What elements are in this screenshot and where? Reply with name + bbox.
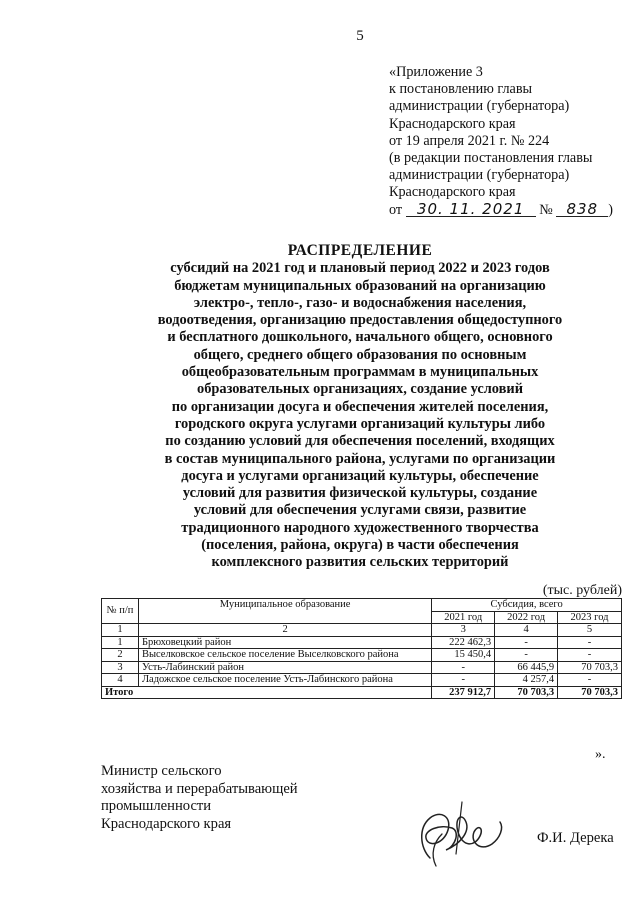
table-row [102, 649, 622, 662]
appendix-line: Краснодарского края [389, 184, 516, 201]
row-2023: - [558, 649, 622, 662]
title-line: общего, среднего общего образования по основным [193, 346, 527, 363]
index-cell: 4 [495, 624, 558, 637]
appendix-line: от 19 апреля 2021 г. № 224 [389, 132, 550, 149]
title-line: по созданию условий для обеспечения поселений, входящих [165, 433, 555, 450]
signatory-line: Министр сельского [101, 763, 222, 779]
header-2022: 2022 год [495, 611, 558, 624]
row-municipality: Брюховецкий район [138, 636, 431, 649]
handwritten-date: 30. 11. 2021 [406, 203, 536, 217]
page-number: 5 [356, 28, 364, 44]
header-municipality: Муниципальное образование [138, 599, 431, 624]
title-line: водоотведения, организацию предоставления общедоступного [157, 312, 563, 329]
table-index-row [102, 624, 622, 637]
appendix-line: администрации (губернатора) [389, 98, 570, 115]
table-row [102, 661, 622, 674]
row-municipality: Ладожское сельское поселение Усть-Лабинского района [138, 674, 431, 687]
signatory-line: Краснодарского края [101, 815, 232, 832]
row-municipality: Выселковское сельское поселение Выселковского района [138, 649, 431, 662]
handwritten-number: 838 [556, 203, 608, 217]
row-2022: - [495, 636, 558, 649]
title-line: в состав муниципального района, услугами по организации [164, 450, 556, 467]
number-label: № [539, 201, 553, 218]
index-cell: 3 [432, 624, 495, 637]
title-line: (поселения, района, округа) в части обеспечения [201, 537, 519, 554]
index-cell: 1 [102, 624, 139, 637]
row-2021: 222 462,3 [432, 636, 495, 649]
header-2021: 2021 год [432, 611, 495, 624]
table-row [102, 674, 622, 687]
header-2023: 2023 год [558, 611, 622, 624]
total-label: Итого [102, 686, 432, 699]
row-2022: - [495, 649, 558, 662]
row-2023: - [558, 636, 622, 649]
row-municipality: Усть-Лабинский район [138, 661, 431, 674]
table-row [102, 636, 622, 649]
header-num: № п/п [102, 599, 139, 624]
appendix-line: к постановлению главы [389, 81, 533, 98]
title-line: бюджетам муниципальных образований на организацию [174, 277, 546, 294]
title-line: по организации досуга и обеспечения жителей поселения, [171, 398, 549, 415]
title-line: образовательных организациях, создание условий [197, 381, 523, 398]
appendix-line: Краснодарского края [389, 115, 516, 132]
distribution-table [101, 598, 622, 699]
title-line: и бесплатного дошкольного, начального общего, основного [167, 329, 553, 346]
row-2022: 66 445,9 [495, 661, 558, 674]
title-line: условий для обеспечения услугами связи, развитие [193, 502, 527, 519]
index-cell: 5 [558, 624, 622, 637]
row-2023: - [558, 674, 622, 687]
title-line: условий для развития физической культуры, создание [182, 485, 538, 502]
title-line: досуга и услугами организаций культуры, обеспечение [181, 467, 539, 484]
appendix-header [389, 64, 634, 219]
appendix-line: администрации (губернатора) [389, 167, 570, 184]
title-line: городского округа услугами организаций культуры либо [174, 415, 546, 432]
row-num: 3 [102, 661, 139, 674]
total-2023: 70 703,3 [558, 686, 622, 699]
header-subsidy-total: Субсидия, всего [432, 599, 622, 612]
row-2021: - [432, 674, 495, 687]
from-prefix: от [389, 201, 403, 218]
row-num: 4 [102, 674, 139, 687]
total-2021: 237 912,7 [432, 686, 495, 699]
title-line: комплексного развития сельских территорий [211, 554, 509, 571]
handwritten-signature [400, 788, 520, 883]
appendix-line: (в редакции постановления главы [389, 150, 593, 167]
index-cell: 2 [138, 624, 431, 637]
amendment-date-line [389, 199, 634, 219]
title-line: общеобразовательным программам в муниципальных [181, 364, 539, 381]
row-num: 1 [102, 636, 139, 649]
signatory-line: промышленности [101, 798, 212, 815]
signatory-name: Ф.И. Дерека [537, 830, 614, 846]
closing-paren: ) [608, 201, 614, 218]
appendix-line: «Приложение 3 [389, 64, 483, 80]
title-line: субсидий на 2021 год и плановый период 2022 и 2023 годов [170, 260, 550, 277]
row-2023: 70 703,3 [558, 661, 622, 674]
table-total-row [102, 686, 622, 699]
title-line: электро-, тепло-, газо- и водоснабжения населения, [193, 294, 527, 311]
title-line: традиционного народного художественного творчества [181, 519, 539, 536]
row-num: 2 [102, 649, 139, 662]
units-label: (тыс. рублей) [542, 583, 622, 598]
document-title [100, 242, 620, 572]
table-header-row [102, 599, 622, 612]
title-heading: РАСПРЕДЕЛЕНИЕ [287, 242, 433, 259]
closing-quote: ». [595, 747, 606, 762]
row-2021: 15 450,4 [432, 649, 495, 662]
signatory-title [101, 763, 626, 833]
row-2021: - [432, 661, 495, 674]
total-2022: 70 703,3 [495, 686, 558, 699]
signatory-line: хозяйства и перерабатывающей [101, 780, 298, 797]
row-2022: 4 257,4 [495, 674, 558, 687]
